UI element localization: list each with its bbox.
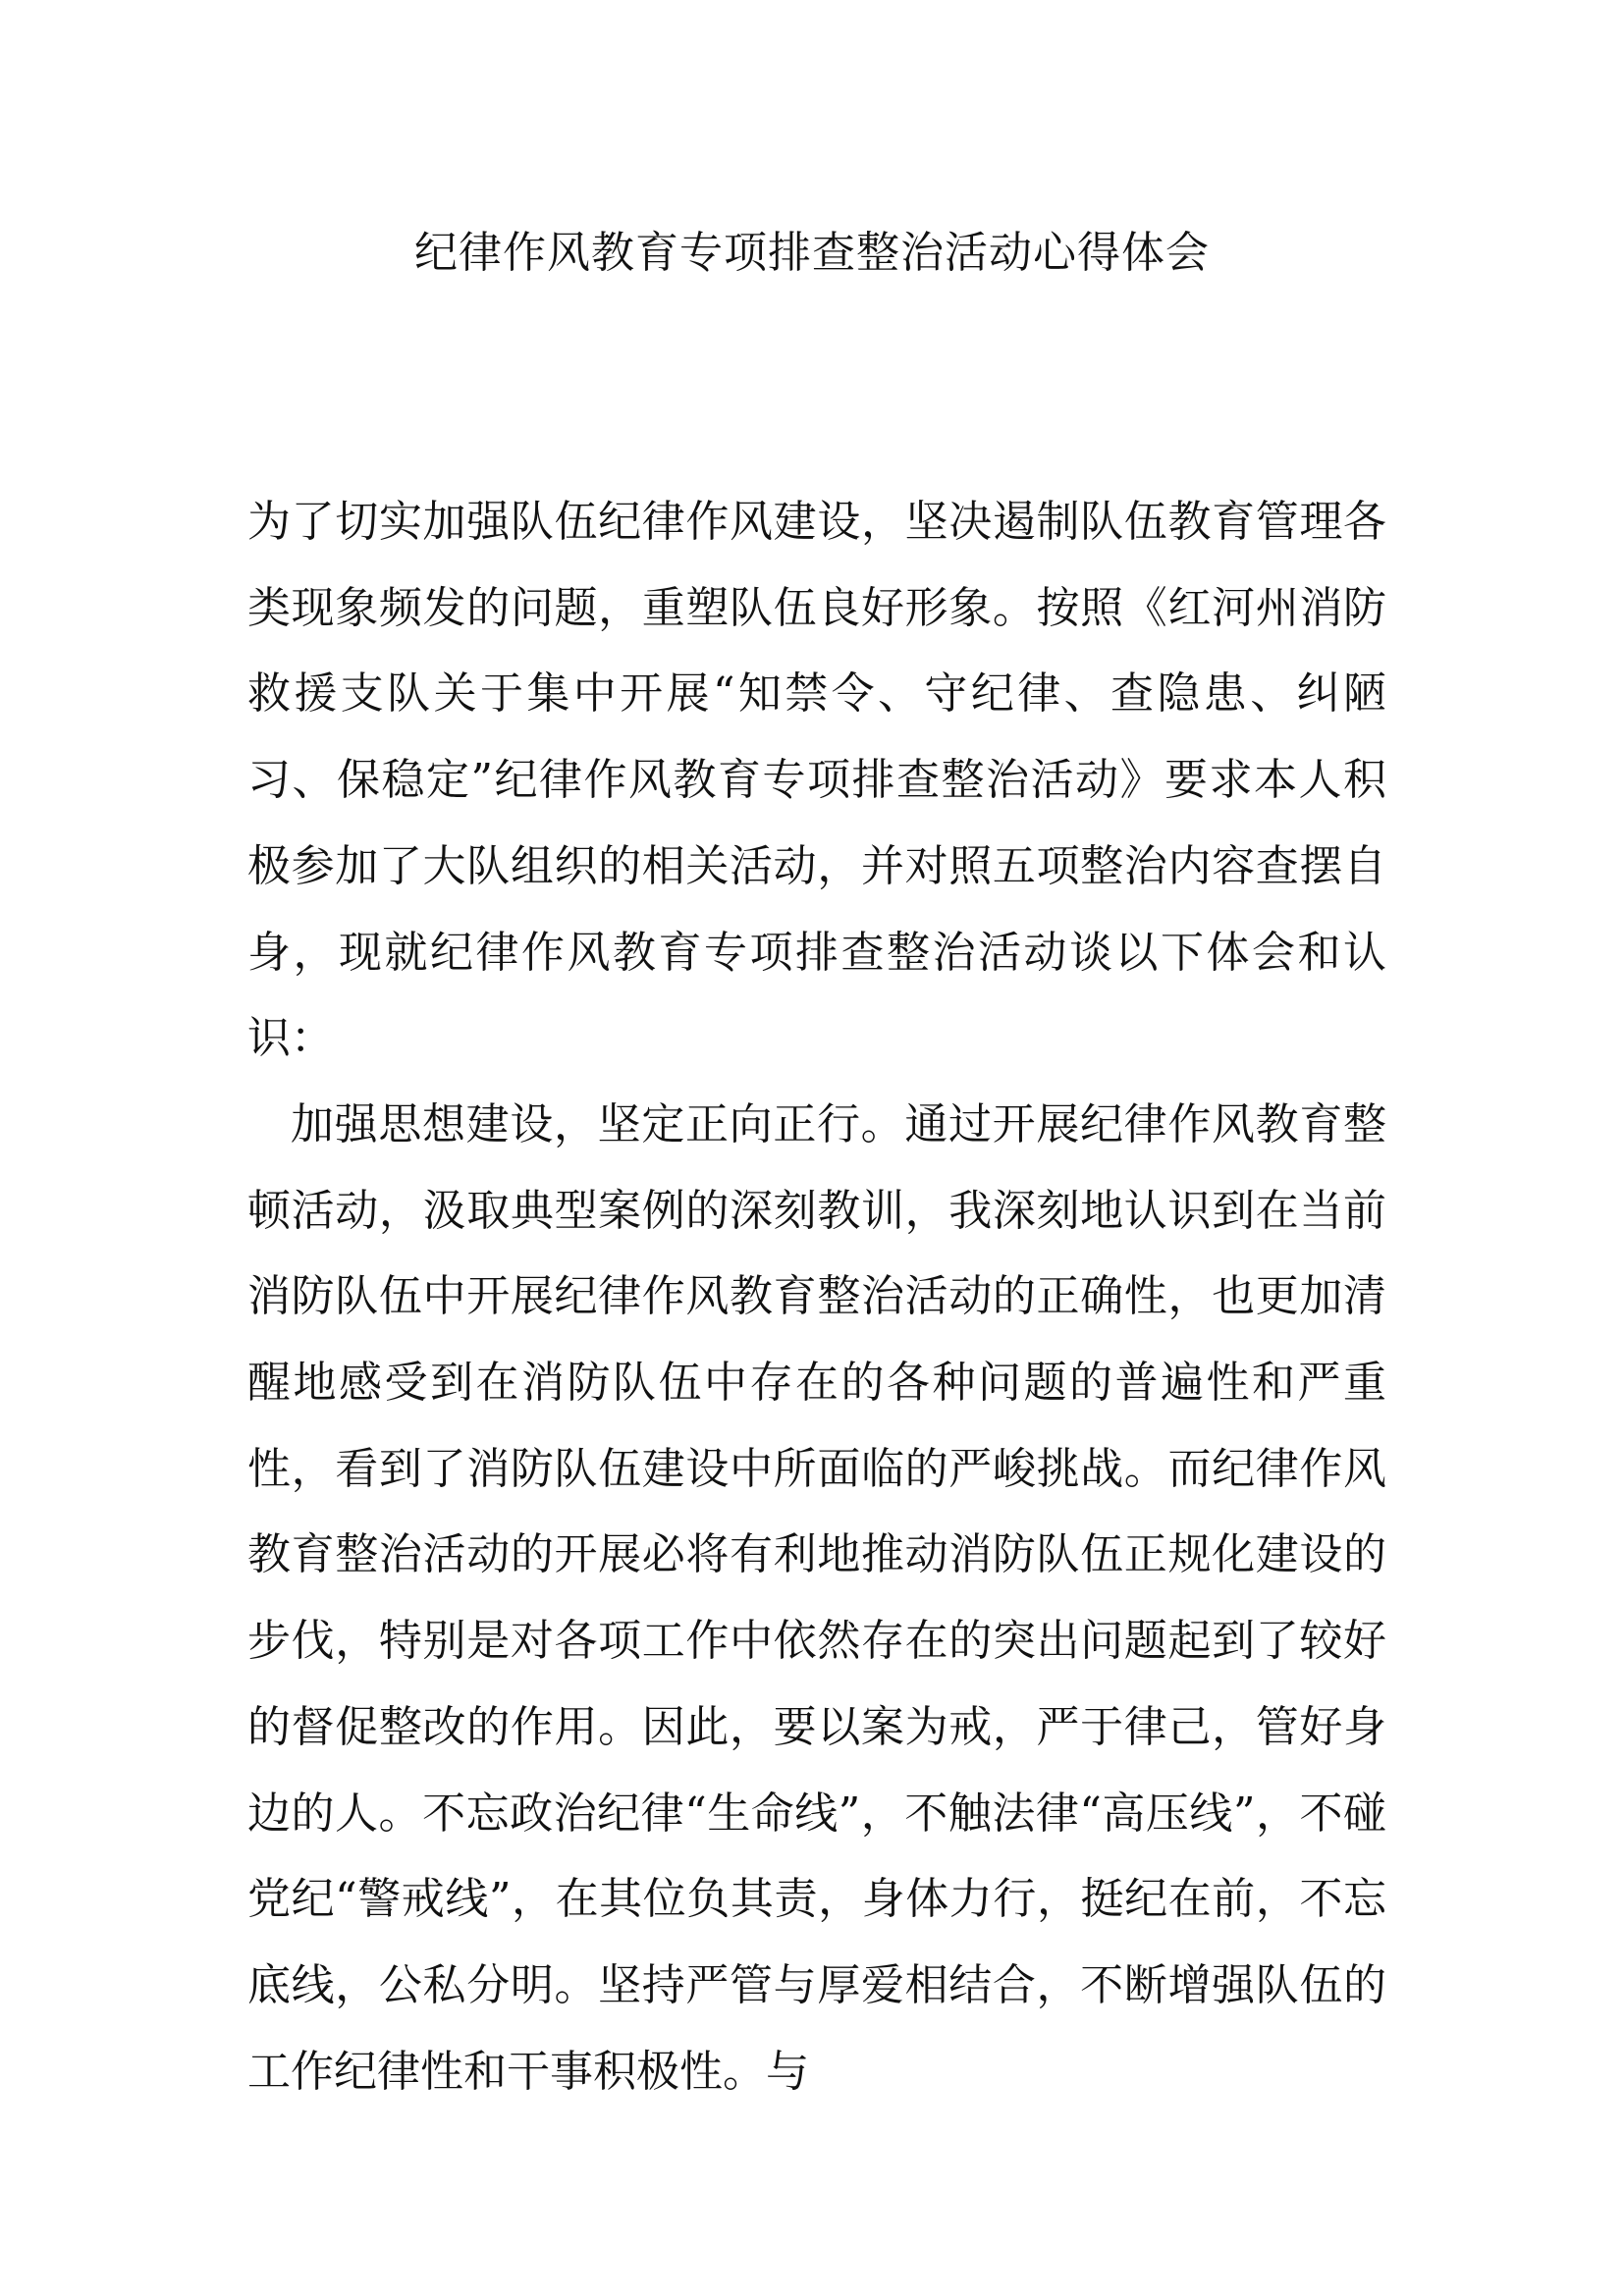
paragraph-ideology: 加强思想建设，坚定正向正行。通过开展纪律作风教育整顿活动，汲取典型案例的深刻教训，我深刻地认识到在当前消防队伍中开展纪律作风教育整治活动的正确性，也更加清醒地感受到在消防队伍中存在的各种问题的普遍性和严重性，看到了消防队伍建设中所面临的严峻挑战。而纪律作风教育整治活动的开展必将有利地推动消防队伍正规化建设的步伐，特别是对各项工作中依然存在的突出问题起到了较好的督促整改的作用。因此，要以案为戒，严于律己，管好身边的人。不忘政治纪律“生命线”，不触法律“高压线”，不碰党纪“警戒线”，在其位负其责，身体力行，挺纪在前，不忘底线，公私分明。坚持严管与厚爱相结合，不断增强队伍的工作纪律性和干事积极性。与 bbox=[247, 1098, 1386, 2097]
document-body bbox=[247, 479, 1386, 2114]
document-title: 纪律作风教育专项排查整治活动心得体会 bbox=[414, 228, 1210, 278]
paragraph-intro: 为了切实加强队伍纪律作风建设，坚决遏制队伍教育管理各类现象频发的问题，重塑队伍良好形象。按照《红河州消防救援支队关于集中开展“知禁令、守纪律、查隐患、纠陋习、保稳定”纪律作风教育专项排查整治活动》要求本人积极参加了大队组织的相关活动，并对照五项整治内容查摆自身，现就纪律作风教育专项排查整治活动谈以下体会和认识： bbox=[247, 497, 1386, 1064]
